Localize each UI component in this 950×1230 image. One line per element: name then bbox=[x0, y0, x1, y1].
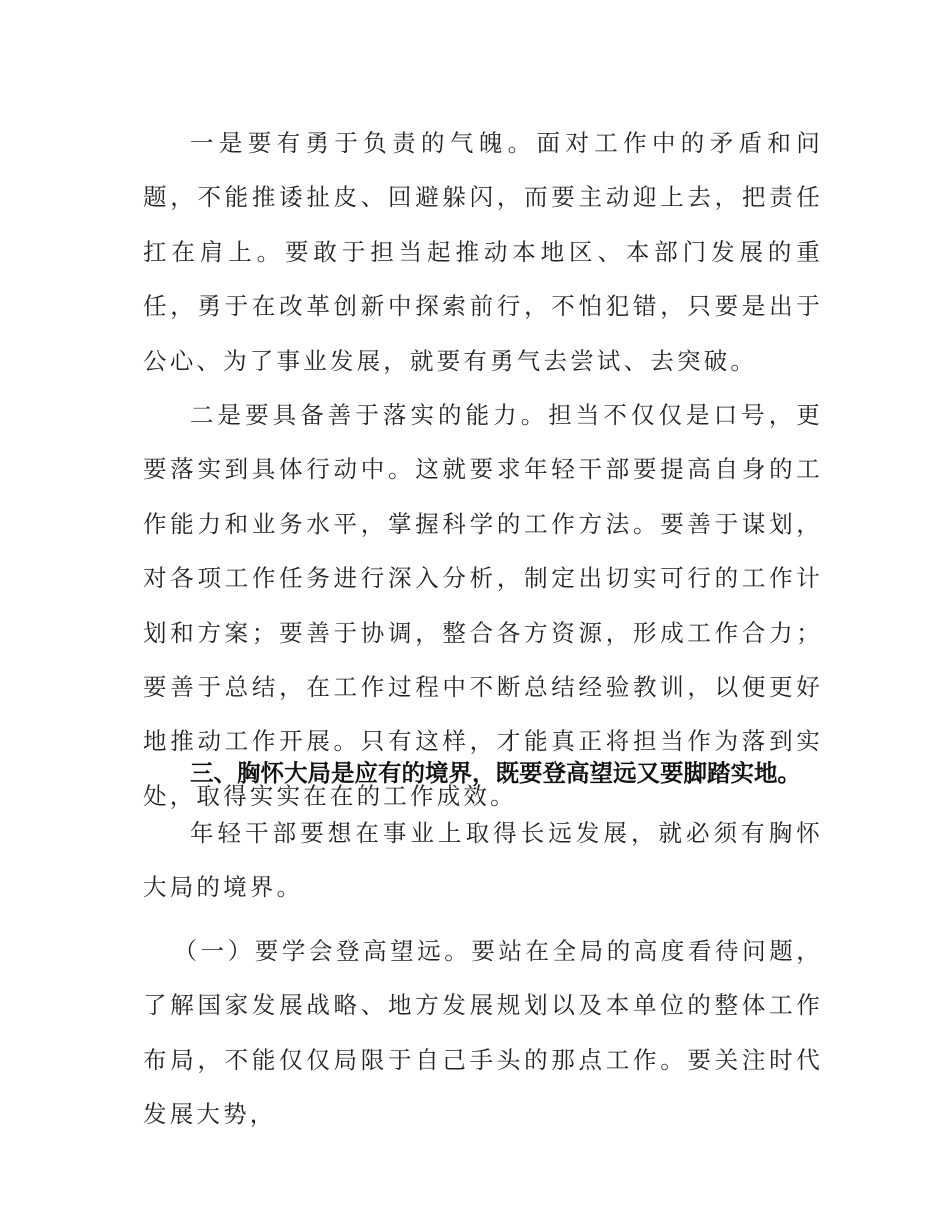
paragraph-implementation: 二是要具备善于落实的能力。担当不仅仅是口号，更要落实到具体行动中。这就要求年轻干部要提高自身的工作能力和业务水平，掌握科学的工作方法。要善于谋划，对各项工作任务进行深入分析，制定出切实可行的工作计划和方案；要善于协调，整合各方资源，形成工作合力；要善于总结，在工作过程中不断总结经验教训，以便更好地推动工作开展。只有这样，才能真正将担当作为落到实处，取得实实在在的工作成效。 bbox=[143, 401, 823, 810]
paragraph-intro: 年轻干部要想在事业上取得长远发展，就必须有胸怀大局的境界。 bbox=[143, 819, 823, 902]
section-heading: 三、胸怀大局是应有的境界，既要登高望远又要脚踏实地。 bbox=[190, 759, 801, 787]
paragraph-subsection-one: （一）要学会登高望远。要站在全局的高度看待问题，了解国家发展战略、地方发展规划以及本单位的整体工作布局，不能仅仅局限于自己手头的那点工作。要关注时代发展大势， bbox=[143, 937, 823, 1129]
paragraph-courage: 一是要有勇于负责的气魄。面对工作中的矛盾和问题，不能推诿扯皮、回避躲闪，而要主动迎上去，把责任扛在肩上。要敢于担当起推动本地区、本部门发展的重任，勇于在改革创新中探索前行，不怕犯错，只要是出于公心、为了事业发展，就要有勇气去尝试、去突破。 bbox=[143, 129, 823, 375]
